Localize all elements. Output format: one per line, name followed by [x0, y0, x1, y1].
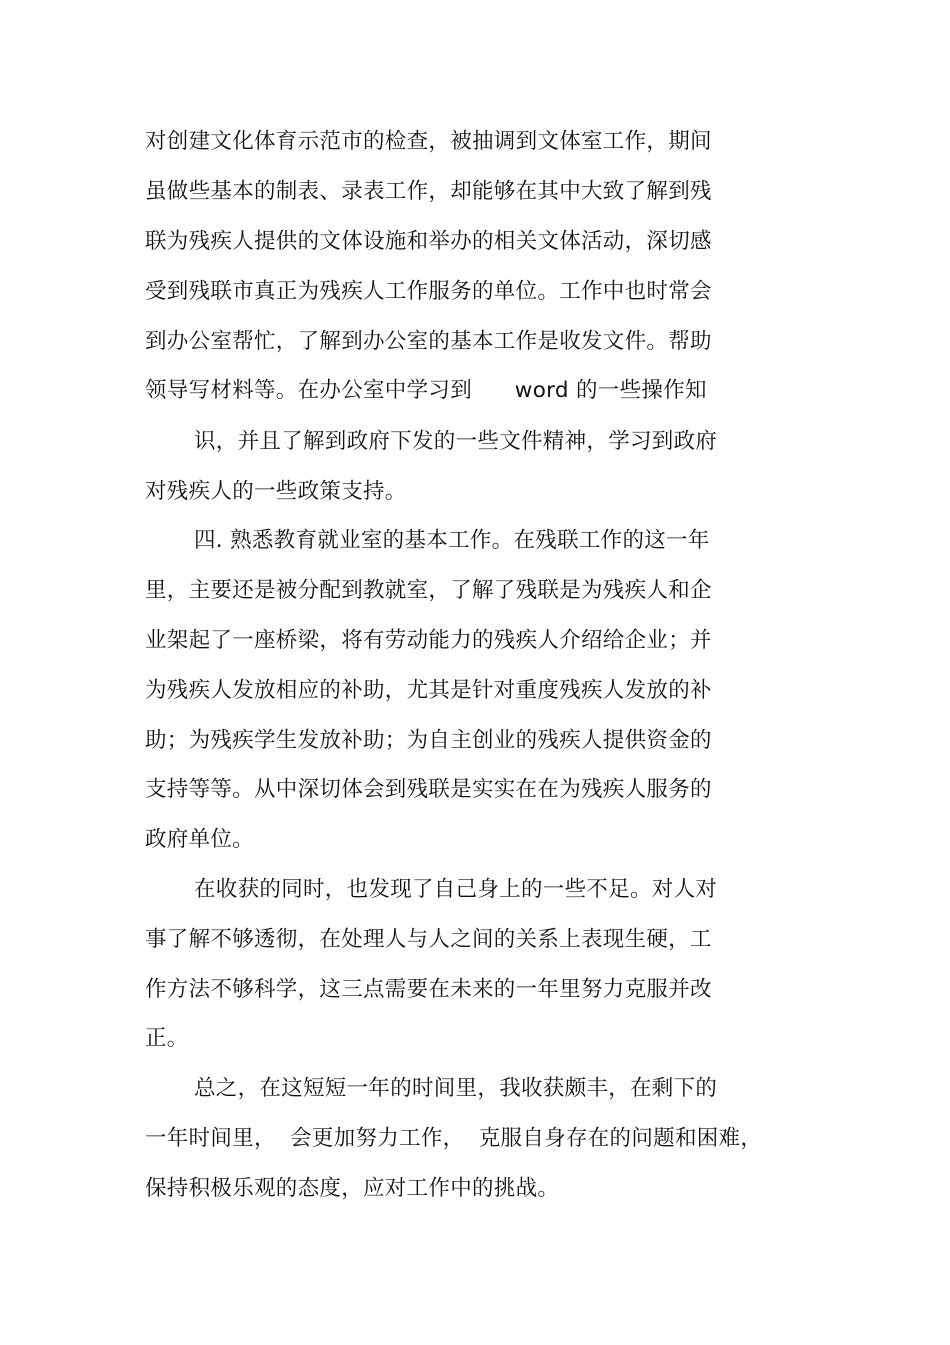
text-line: 受到残联市真正为残疾人工作服务的单位。工作中也时常会 — [145, 279, 712, 304]
paragraph-start: 总之，在这短短一年的时间里，我收获颇丰，在剩下的 — [194, 1076, 718, 1101]
text-line: 到办公室帮忙，了解到办公室的基本工作是收发文件。帮助 — [145, 329, 712, 354]
text-line: 事了解不够透彻，在处理人与人之间的关系上表现生硬，工 — [145, 927, 712, 952]
text-line: 对创建文化体育示范市的检查，被抽调到文体室工作，期间 — [145, 129, 712, 154]
text-line: 虽做些基本的制表、录表工作，却能够在其中大致了解到残 — [145, 179, 712, 204]
text-line: 作方法不够科学，这三点需要在未来的一年里努力克服并改 — [145, 977, 712, 1002]
paragraph-start: 在收获的同时，也发现了自己身上的一些不足。对人对 — [194, 877, 718, 902]
paragraph-start: 四. 熟悉教育就业室的基本工作。在残联工作的这一年 — [194, 528, 710, 553]
text-line: 对残疾人的一些政策支持。 — [145, 479, 407, 504]
text-line: 正。 — [145, 1026, 189, 1051]
text-line: 政府单位。 — [145, 827, 255, 852]
text-line: 一年时间里， 会更加努力工作， 克服自身存在的问题和困难， — [145, 1126, 763, 1151]
text-line: 保持积极乐观的态度，应对工作中的挑战。 — [145, 1176, 560, 1201]
text-line: 识，并且了解到政府下发的一些文件精神，学习到政府 — [194, 429, 718, 454]
text-line: 助；为残疾学生发放补助；为自主创业的残疾人提供资金的 — [145, 728, 712, 753]
text-line: 支持等等。从中深切体会到残联是实实在在为残疾人服务的 — [145, 777, 712, 802]
text-line: 为残疾人发放相应的补助，尤其是针对重度残疾人发放的补 — [145, 678, 712, 703]
text-line: 里，主要还是被分配到教就室，了解了残联是为残疾人和企 — [145, 578, 712, 603]
text-line: 联为残疾人提供的文体设施和举办的相关文体活动，深切感 — [145, 229, 712, 254]
text-line: 领导写材料等。在办公室中学习到 word 的一些操作知 — [145, 378, 707, 403]
text-line: 业架起了一座桥梁，将有劳动能力的残疾人介绍给企业；并 — [145, 628, 712, 653]
